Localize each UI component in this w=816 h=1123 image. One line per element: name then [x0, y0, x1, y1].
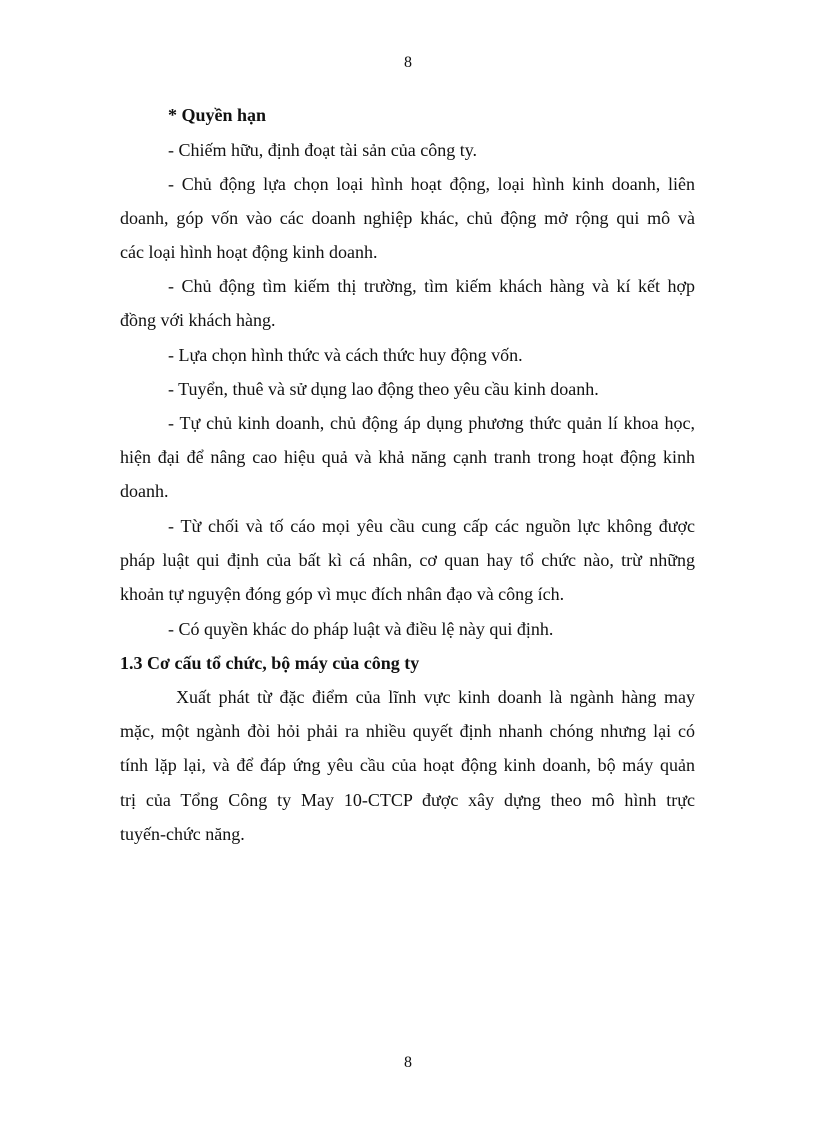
section-heading-powers: * Quyền hạn: [168, 105, 267, 125]
paragraph-line: mặc, một ngành đòi hỏi phải ra nhiều quyết định nhanh chóng nhưng lại có: [120, 721, 695, 741]
paragraph-line: - Từ chối và tố cáo mọi yêu cầu cung cấp các nguồn lực không được: [168, 516, 695, 536]
paragraph-line: - Lựa chọn hình thức và cách thức huy động vốn.: [168, 345, 523, 365]
paragraph-line: tuyến-chức năng.: [120, 824, 245, 844]
paragraph-line: - Có quyền khác do pháp luật và điều lệ này qui định.: [168, 619, 554, 639]
footer-page-number: 8: [404, 1054, 412, 1071]
paragraph-line: - Chủ động lựa chọn loại hình hoạt động, loại hình kinh doanh, liên: [168, 174, 695, 194]
paragraph-line: - Tuyển, thuê và sử dụng lao động theo yêu cầu kinh doanh.: [168, 379, 599, 399]
paragraph-line: hiện đại để nâng cao hiệu quả và khả năng cạnh tranh trong hoạt động kinh: [120, 447, 695, 467]
paragraph-line: Xuất phát từ đặc điểm của lĩnh vực kinh doanh là ngành hàng may: [176, 687, 695, 707]
paragraph-line: khoản tự nguyện đóng góp vì mục đích nhân đạo và công ích.: [120, 584, 565, 604]
paragraph-line: doanh, góp vốn vào các doanh nghiệp khác, chủ động mở rộng qui mô và: [120, 208, 695, 228]
header-page-number: 8: [404, 54, 412, 71]
paragraph-line: trị của Tổng Công ty May 10-CTCP được xây dựng theo mô hình trực: [120, 790, 695, 810]
paragraph-line: - Tự chủ kinh doanh, chủ động áp dụng phương thức quản lí khoa học,: [168, 413, 695, 433]
paragraph-line: các loại hình hoạt động kinh doanh.: [120, 242, 378, 262]
section-heading-structure: 1.3 Cơ cấu tổ chức, bộ máy của công ty: [120, 653, 420, 673]
paragraph-line: tính lặp lại, và để đáp ứng yêu cầu của hoạt động kinh doanh, bộ máy quản: [120, 755, 695, 775]
paragraph-line: doanh.: [120, 481, 169, 501]
paragraph-line: đồng với khách hàng.: [120, 310, 276, 330]
paragraph-line: - Chủ động tìm kiếm thị trường, tìm kiếm khách hàng và kí kết hợp: [168, 276, 695, 296]
paragraph-line: - Chiếm hữu, định đoạt tài sản của công ty.: [168, 140, 478, 160]
paragraph-line: pháp luật qui định của bất kì cá nhân, cơ quan hay tổ chức nào, trừ những: [120, 550, 695, 570]
